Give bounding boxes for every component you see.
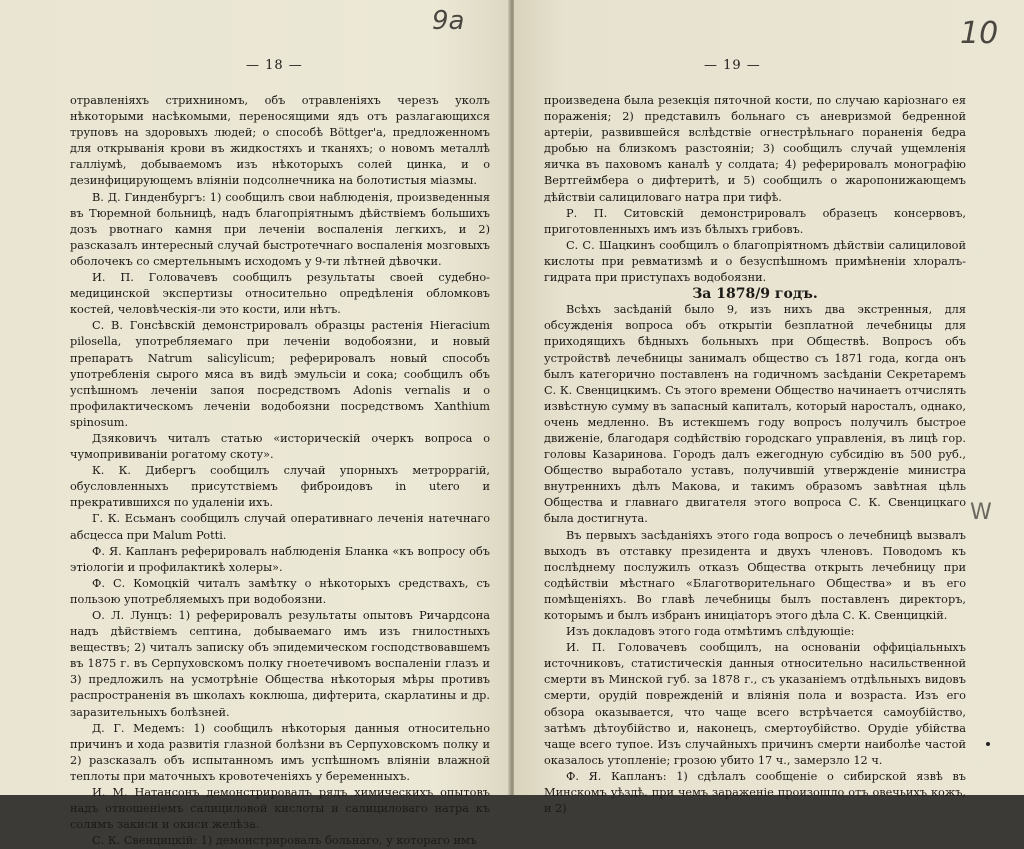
paragraph: Въ первыхъ засѣданіяхъ этого года вопросъ о лечебницѣ вызвалъ выходъ въ отставку президента и двухъ членовъ. Поводомъ къ послѣднему послужилъ отказъ Общества открыть лечебницу при содѣйствіи мѣстнаго «Благотворительнаго Общества» и въ его помѣщеніяхъ. Во главѣ лечебницы былъ поставленъ директоръ, которымъ и былъ избранъ иниціаторъ этого дѣла С. К. Свенцицкій. <box>544 528 966 622</box>
paragraph: С. В. Гонсѣвскій демонстрировалъ образцы растенія Hieracium pilosella, употребляемаго при леченіи водобоязни, и новый препаратъ Natrum salicylicum; реферировалъ новый способъ употребленія сырого мяса въ видѣ эмульсіи и сока; сообщилъ объ успѣшномъ леченіи запоя посредствомъ Adonis vernalis и о профилактическомъ леченіи водобоязни посредствомъ Xanthium spinosum. <box>70 319 490 429</box>
paragraph: И. П. Головачевъ сообщилъ результаты своей судебно-медицинской экспертизы относительно опредѣленія обломковъ костей, человѣческія-ли это кости, или нѣтъ. <box>70 271 490 317</box>
paragraph: Ф. С. Комоцкій читалъ замѣтку о нѣкоторыхъ средствахъ, съ пользою употребляемыхъ при водобоязни. <box>70 576 490 606</box>
paragraph: Ф. Я. Капланъ: 1) сдѣлалъ сообщеніе о сибирской язвѣ въ Минскомъ уѣздѣ, при чемъ зараженіе произошло отъ овечьихъ кожъ, и 2) <box>544 769 966 816</box>
section-heading: За 1878/9 годъ. <box>692 286 818 303</box>
paragraph: Всѣхъ засѣданій было 9, изъ нихъ два экстренныя, для обсужденія вопроса объ открытіи безплатной лечебницы для приходящихъ бѣдныхъ больныхъ при Обществѣ. Вопросъ объ устройствѣ лечебницы занималъ общество съ 1871 года, когда онъ былъ категорично поставленъ на годичномъ засѣданіи Секретаремъ С. К. Свенцицкимъ. Съ этого времени Общество начинаетъ отчислять извѣстную сумму въ запасный капиталъ, который наросталъ, однако, очень медленно. Въ истекшемъ году вопросъ получилъ быстрое движеніе, благодаря содѣйствію городскаго управленія, въ лицѣ гор. головы Казаринова. Городъ далъ ежегодную субсидію въ 500 руб., Общество выработало уставъ, получившій утвержденіе министра внутреннихъ дѣлъ Макова, и такимъ образомъ завѣтная цѣль Общества и главнаго двигателя этого вопроса С. К. Свенцицкаго была достигнута. <box>544 303 966 526</box>
paragraph: В. Д. Гинденбургъ: 1) сообщилъ свои наблюденія, произведенныя въ Тюремной больницѣ, надъ благопріятнымъ дѣйствіемъ большихъ дозъ рвотнаго камня при леченіи воспаленія легкихъ, и 2) разсказалъ интересный случай быстротечнаго воспаленія мозговыхъ оболочекъ со смертельнымъ исходомъ у 9-ти лѣтней дѣвочки. <box>70 190 490 268</box>
paragraph: Изъ докладовъ этого года отмѣтимъ слѣдующіе: <box>566 625 855 639</box>
ink-dot <box>986 742 990 746</box>
paragraph: Ф. Я. Капланъ реферировалъ наблюденія Бланка «къ вопросу объ этіологіи и профилактикѣ холеры». <box>70 544 490 574</box>
paragraph: произведена была резекція пяточной кости, по случаю каріознаго ея пораженія; 2) представилъ больнаго съ аневризмой бедренной артеріи, развившейся вслѣдствіе огнестрѣльнаго пораненія бедра дробью на близкомъ разстояніи; 3) сообщилъ случай ущемленія яичка въ паховомъ каналѣ у солдата; 4) реферировалъ монографію Вертгеймбера о дифтеритѣ, и 5) сообщилъ о жаропонижающемъ дѣйствіи салициловаго натра при тифѣ. <box>544 94 966 204</box>
paragraph: С. С. Шацкинъ сообщилъ о благопріятномъ дѣйствіи салициловой кислоты при ревматизмѣ и о безуспѣшномъ примѣненіи хлоралъ-гидрата при приступахъ водобоязни. <box>544 238 966 285</box>
paragraph: Д. Г. Медемъ: 1) сообщилъ нѣкоторыя данныя относительно причинъ и хода развитія глазной болѣзни въ Серпуховскомъ полку и 2) разсказалъ объ испытанномъ имъ успѣшномъ вліяніи влажной теплоты при маточныхъ кровотеченіяхъ у беременныхъ. <box>70 721 490 783</box>
handwritten-page-mark-right: 10 <box>960 16 999 51</box>
left-page-text <box>70 93 490 849</box>
paragraph: Дзяковичъ читалъ статью «историческій очеркъ вопроса о чумопрививаніи рогатому скоту». <box>70 431 490 462</box>
right-page-text <box>544 93 966 817</box>
right-page <box>514 0 1024 816</box>
paragraph: И. М. Натансонъ демонстрировалъ рядъ химическихъ опытовъ надъ отношеніемъ салициловой кислоты и салициловаго натра къ солямъ закиси и окиси желѣза. <box>70 786 490 832</box>
page-number-right: — 19 — <box>704 58 761 73</box>
paragraph: С. К. Свенцицкій: 1) демонстрировалъ больнаго, у котораго имъ <box>92 834 478 848</box>
paragraph: К. К. Дибергъ сообщилъ случай упорныхъ метроррагій, обусловленныхъ присутствіемъ фиброидовъ in utero и прекратившихся по удаленіи ихъ. <box>70 464 490 510</box>
paragraph: О. Л. Лунцъ: 1) реферировалъ результаты опытовъ Ричардсона надъ дѣйствіемъ септина, добываемаго имъ изъ гнилостныхъ веществъ; 2) читалъ записку объ эпидемическом господствовавшемъ въ 1875 г. въ Серпуховскомъ полку гноетечивомъ воспаленіи глазъ и 3) предложилъ на усмотрѣніе Общества нѣкоторыя мѣры противъ распространенія въ школахъ коклюша, дифтерита, скарлатины и др. заразительныхъ болѣзней. <box>70 609 490 719</box>
paragraph: отравленіяхъ стрихниномъ, объ отравленіяхъ черезъ уколъ нѣкоторыми насѣкомыми, переносящими ядъ отъ разлагающихся труповъ на здоровыхъ людей; о способѣ Böttger'а, предложенномъ для открыванія крови въ жидкостяхъ и тканяхъ; о новомъ металлѣ галліумѣ, добываемомъ изъ нѣкоторыхъ солей цинка, и о дезинфицирующемъ вліяніи подсолнечника на болотистыя міазмы. <box>70 94 490 188</box>
margin-pen-mark: W <box>970 500 992 525</box>
paragraph: Г. К. Есьманъ сообщилъ случай оперативнаго леченія натечнаго абсцесса при Malum Potti. <box>70 512 490 542</box>
paragraph: Р. П. Ситовскій демонстрировалъ образецъ консервовъ, приготовленныхъ имъ изъ бѣлыхъ грибовъ. <box>544 206 966 236</box>
handwritten-page-mark-left: 9a <box>432 6 465 36</box>
paragraph: И. П. Головачевъ сообщилъ, на основаніи оффиціальныхъ источниковъ, статистическія данныя относительно насильственной смерти въ Минской губ. за 1878 г., съ указаніемъ отдѣльныхъ видовъ смерти, орудій поврежденій и вліянія пола и возраста. Изъ его обзора оказывается, что чаще всего встрѣчается самоубійство, затѣмъ дѣтоубійство и, наконецъ, смертоубійство. Орудіе убійства чаще всего тупое. Изъ случайныхъ причинъ смерти наиболѣе частой оказалось утопленіе; грозою убито 17 ч., замерзло 12 ч. <box>544 641 966 767</box>
left-page <box>0 0 510 848</box>
page-number-left: — 18 — <box>246 58 303 73</box>
